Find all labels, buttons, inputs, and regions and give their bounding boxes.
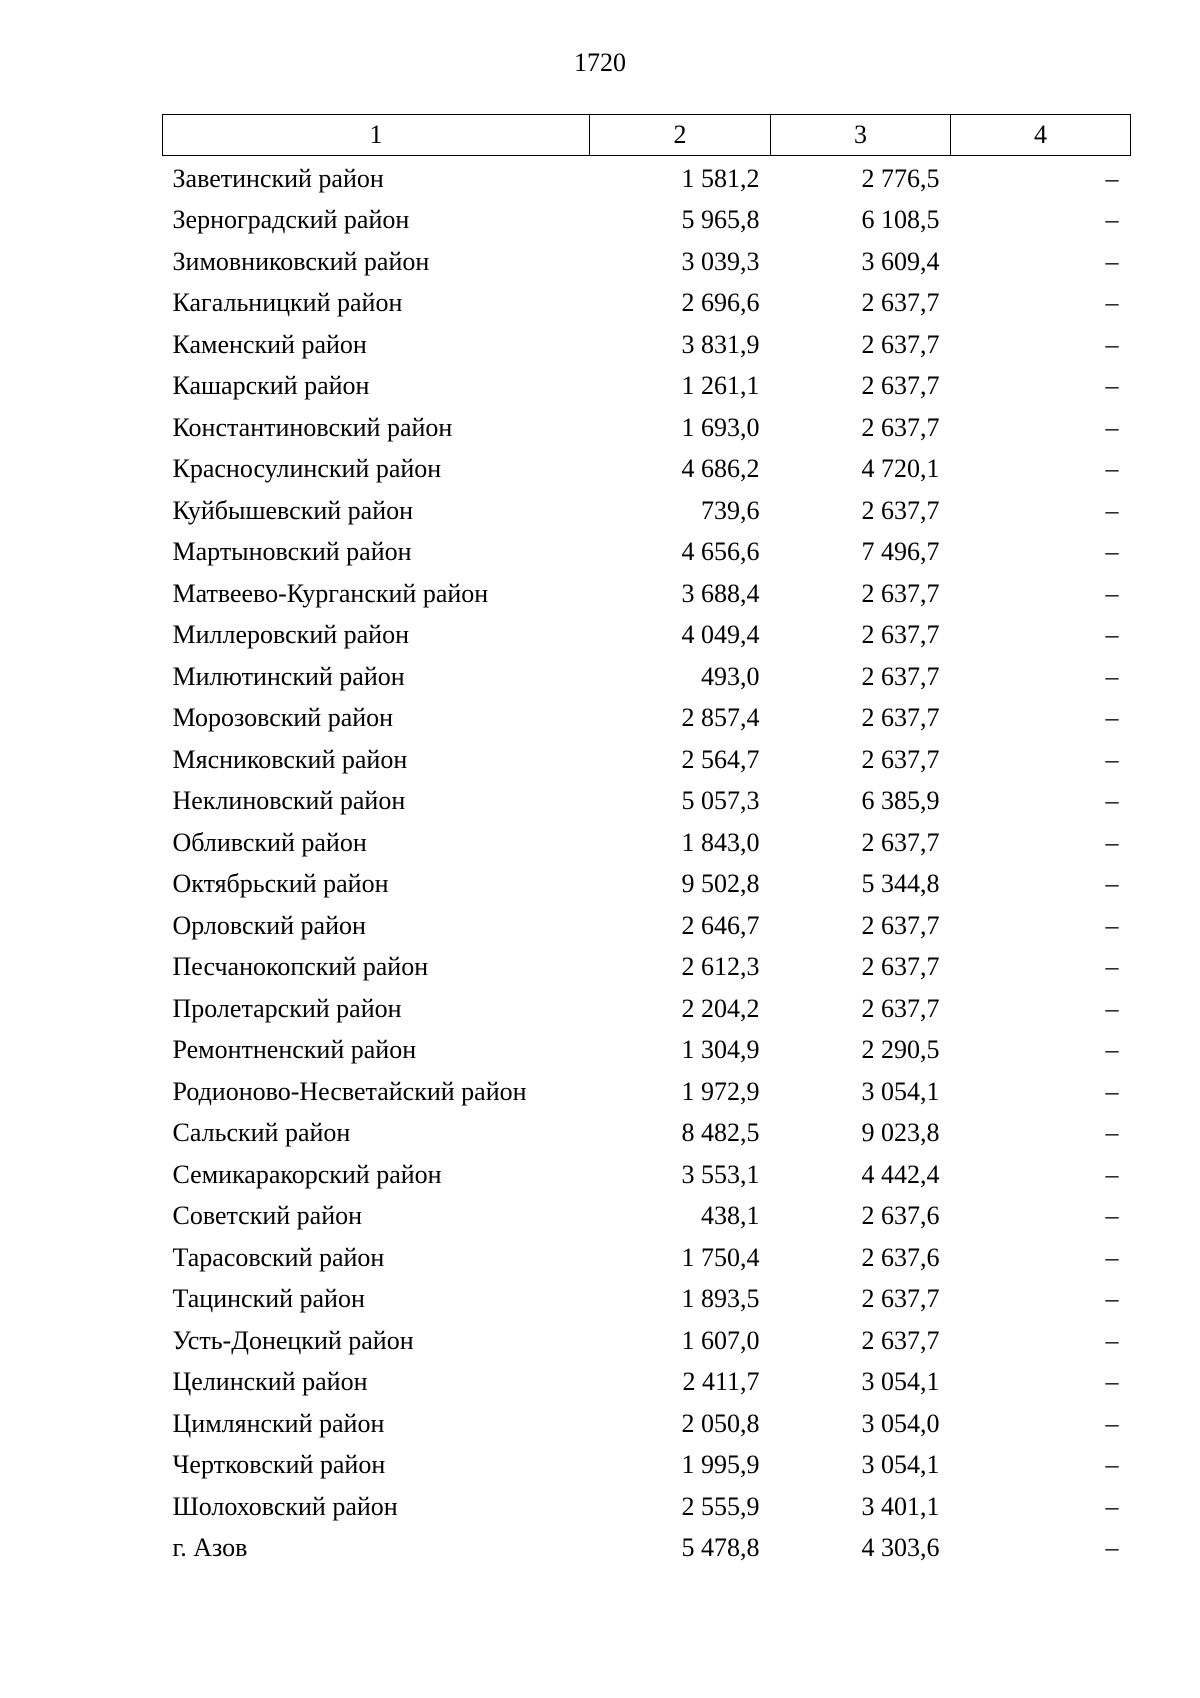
district-name-cell: Пролетарский район	[172, 993, 402, 1023]
value-col-4-cell: –	[1105, 246, 1119, 276]
value-col-2-cell: 1 972,9	[681, 1076, 760, 1106]
value-col-4-cell: –	[1105, 412, 1119, 442]
table-row	[163, 324, 1131, 366]
district-name-cell: Усть-Донецкий район	[172, 1325, 414, 1355]
table-header	[163, 115, 1131, 156]
value-col-4-cell: –	[1105, 1201, 1119, 1231]
table-row	[163, 1528, 1131, 1570]
value-col-2-cell: 5 057,3	[681, 786, 760, 816]
value-col-3-cell: 2 637,6	[861, 1242, 940, 1272]
value-col-3-cell: 9 023,8	[861, 1118, 940, 1148]
value-col-3-cell: 2 290,5	[861, 1035, 940, 1065]
table-row	[163, 739, 1131, 781]
district-name-cell: Константиновский район	[172, 412, 453, 442]
table-row	[163, 905, 1131, 947]
district-name-cell: Советский район	[172, 1201, 363, 1231]
value-col-2-cell: 3 039,3	[681, 246, 760, 276]
table-row	[163, 656, 1131, 698]
value-col-2-cell: 2 411,7	[682, 1367, 760, 1397]
table-row	[163, 1154, 1131, 1196]
value-col-3-cell: 2 637,7	[861, 371, 940, 401]
value-col-3-cell: 3 054,1	[861, 1076, 940, 1106]
value-col-3-cell: 2 637,7	[861, 1284, 940, 1314]
table-row	[163, 1486, 1131, 1528]
value-col-4-cell: –	[1105, 1450, 1119, 1480]
value-col-4-cell: –	[1105, 1533, 1119, 1563]
district-name-cell: Целинский район	[172, 1367, 368, 1397]
value-col-2-cell: 1 995,9	[681, 1450, 760, 1480]
table-row	[163, 241, 1131, 283]
value-col-4-cell: –	[1105, 329, 1119, 359]
value-col-4-cell: –	[1105, 163, 1119, 193]
district-name-cell: Сальский район	[172, 1118, 351, 1148]
value-col-4-cell: –	[1105, 910, 1119, 940]
value-col-2-cell: 438,1	[701, 1201, 760, 1231]
district-name-cell: Милютинский район	[172, 661, 405, 691]
district-name-cell: Тарасовский район	[172, 1242, 385, 1272]
table-row	[163, 1279, 1131, 1321]
table-row	[163, 490, 1131, 532]
value-col-3-cell: 2 637,7	[861, 1325, 940, 1355]
value-col-3-cell: 2 637,7	[861, 827, 940, 857]
value-col-4-cell: –	[1105, 537, 1119, 567]
table-row	[163, 1445, 1131, 1487]
district-name-cell: Куйбышевский район	[172, 495, 414, 525]
value-col-4-cell: –	[1105, 495, 1119, 525]
header-col-3: 3	[771, 115, 951, 156]
header-row	[163, 115, 1131, 156]
table-row	[163, 864, 1131, 906]
table-row	[163, 1362, 1131, 1404]
value-col-4-cell: –	[1105, 371, 1119, 401]
district-name-cell: Мартыновский район	[172, 537, 412, 567]
value-col-3-cell: 3 054,1	[861, 1450, 940, 1480]
value-col-4-cell: –	[1105, 1325, 1119, 1355]
district-name-cell: Тацинский район	[172, 1284, 365, 1314]
value-col-3-cell: 3 054,1	[861, 1367, 940, 1397]
value-col-4-cell: –	[1105, 1408, 1119, 1438]
value-col-3-cell: 3 054,0	[861, 1408, 940, 1438]
value-col-4-cell: –	[1105, 454, 1119, 484]
value-col-3-cell: 4 720,1	[861, 454, 940, 484]
value-col-2-cell: 1 581,2	[681, 163, 760, 193]
value-col-3-cell: 2 776,5	[861, 163, 940, 193]
district-name-cell: Шолоховский район	[172, 1491, 398, 1521]
value-col-3-cell: 2 637,7	[861, 578, 940, 608]
value-col-3-cell: 2 637,7	[861, 744, 940, 774]
value-col-4-cell: –	[1105, 703, 1119, 733]
value-col-3-cell: 7 496,7	[861, 537, 940, 567]
table-row	[163, 156, 1131, 200]
value-col-3-cell: 4 442,4	[861, 1159, 940, 1189]
value-col-3-cell: 2 637,7	[861, 329, 940, 359]
value-col-3-cell: 5 344,8	[861, 869, 940, 899]
district-name-cell: Орловский район	[172, 910, 366, 940]
table-body	[163, 156, 1131, 1570]
district-name-cell: Песчанокопский район	[172, 952, 429, 982]
district-name-cell: Миллеровский район	[172, 620, 410, 650]
district-name-cell: Зимовниковский район	[172, 246, 430, 276]
table-row	[163, 1320, 1131, 1362]
district-name-cell: Неклиновский район	[172, 786, 406, 816]
table-row	[163, 947, 1131, 989]
district-name-cell: г. Азов	[172, 1533, 248, 1563]
table-row	[163, 615, 1131, 657]
value-col-3-cell: 2 637,7	[861, 661, 940, 691]
table-row	[163, 532, 1131, 574]
table-row	[163, 449, 1131, 491]
table-row	[163, 781, 1131, 823]
header-col-1: 1	[163, 115, 590, 156]
value-col-4-cell: –	[1105, 744, 1119, 774]
value-col-2-cell: 2 612,3	[681, 952, 760, 982]
value-col-2-cell: 5 965,8	[681, 205, 760, 235]
value-col-3-cell: 2 637,6	[861, 1201, 940, 1231]
district-name-cell: Каменский район	[172, 329, 367, 359]
value-col-4-cell: –	[1105, 869, 1119, 899]
value-col-2-cell: 3 688,4	[681, 578, 760, 608]
value-col-4-cell: –	[1105, 1367, 1119, 1397]
table-row	[163, 283, 1131, 325]
value-col-2-cell: 1 893,5	[681, 1284, 760, 1314]
data-table	[162, 114, 1131, 1569]
value-col-4-cell: –	[1105, 288, 1119, 318]
value-col-2-cell: 1 607,0	[681, 1325, 760, 1355]
value-col-2-cell: 2 050,8	[681, 1408, 760, 1438]
value-col-3-cell: 2 637,7	[861, 703, 940, 733]
district-name-cell: Цимлянский район	[172, 1408, 385, 1438]
value-col-4-cell: –	[1105, 1118, 1119, 1148]
table-row	[163, 1237, 1131, 1279]
value-col-2-cell: 9 502,8	[681, 869, 760, 899]
value-col-3-cell: 4 303,6	[861, 1533, 940, 1563]
table-row	[163, 822, 1131, 864]
value-col-4-cell: –	[1105, 993, 1119, 1023]
value-col-4-cell: –	[1105, 952, 1119, 982]
value-col-2-cell: 493,0	[701, 661, 760, 691]
value-col-3-cell: 2 637,7	[861, 910, 940, 940]
district-name-cell: Мясниковский район	[172, 744, 408, 774]
value-col-4-cell: –	[1105, 205, 1119, 235]
value-col-2-cell: 2 646,7	[681, 910, 760, 940]
page-number: 1720	[574, 48, 626, 77]
table-row	[163, 1403, 1131, 1445]
table-row	[163, 1071, 1131, 1113]
value-col-2-cell: 3 831,9	[681, 329, 760, 359]
value-col-3-cell: 2 637,7	[861, 288, 940, 318]
table-row	[163, 1196, 1131, 1238]
table-row	[163, 1030, 1131, 1072]
value-col-4-cell: –	[1105, 1242, 1119, 1272]
value-col-3-cell: 2 637,7	[861, 620, 940, 650]
district-name-cell: Морозовский район	[172, 703, 394, 733]
table-row	[163, 698, 1131, 740]
value-col-4-cell: –	[1105, 578, 1119, 608]
header-col-2: 2	[590, 115, 771, 156]
value-col-2-cell: 4 686,2	[681, 454, 760, 484]
value-col-4-cell: –	[1105, 786, 1119, 816]
district-name-cell: Семикаракорский район	[172, 1159, 442, 1189]
value-col-4-cell: –	[1105, 1159, 1119, 1189]
value-col-2-cell: 1 304,9	[681, 1035, 760, 1065]
table-row	[163, 1113, 1131, 1155]
value-col-2-cell: 739,6	[701, 495, 760, 525]
value-col-3-cell: 2 637,7	[861, 993, 940, 1023]
district-name-cell: Чертковский район	[172, 1450, 386, 1480]
value-col-4-cell: –	[1105, 620, 1119, 650]
table-row	[163, 366, 1131, 408]
value-col-4-cell: –	[1105, 661, 1119, 691]
table-row	[163, 573, 1131, 615]
value-col-4-cell: –	[1105, 1491, 1119, 1521]
district-name-cell: Обливский район	[172, 827, 367, 857]
district-name-cell: Ремонтненский район	[172, 1035, 417, 1065]
district-name-cell: Кашарский район	[172, 371, 370, 401]
table-row	[163, 200, 1131, 242]
district-name-cell: Октябрьский район	[172, 869, 389, 899]
value-col-3-cell: 3 401,1	[861, 1491, 940, 1521]
value-col-2-cell: 1 261,1	[681, 371, 760, 401]
value-col-4-cell: –	[1105, 1035, 1119, 1065]
value-col-2-cell: 1 750,4	[681, 1242, 760, 1272]
header-col-4: 4	[951, 115, 1131, 156]
value-col-3-cell: 2 637,7	[861, 952, 940, 982]
value-col-3-cell: 3 609,4	[861, 246, 940, 276]
value-col-3-cell: 6 108,5	[861, 205, 940, 235]
table-row	[163, 407, 1131, 449]
value-col-2-cell: 2 555,9	[681, 1491, 760, 1521]
district-name-cell: Заветинский район	[172, 163, 384, 193]
value-col-2-cell: 8 482,5	[681, 1118, 760, 1148]
district-name-cell: Кагальницкий район	[172, 288, 403, 318]
district-name-cell: Матвеево-Курганский район	[172, 578, 489, 608]
value-col-2-cell: 2 564,7	[681, 744, 760, 774]
district-name-cell: Родионово-Несветайский район	[172, 1076, 527, 1106]
table-row	[163, 988, 1131, 1030]
value-col-2-cell: 5 478,8	[681, 1533, 760, 1563]
district-name-cell: Красносулинский район	[172, 454, 442, 484]
value-col-2-cell: 2 857,4	[681, 703, 760, 733]
value-col-4-cell: –	[1105, 1284, 1119, 1314]
value-col-2-cell: 4 049,4	[681, 620, 760, 650]
value-col-4-cell: –	[1105, 827, 1119, 857]
value-col-2-cell: 2 696,6	[681, 288, 760, 318]
district-name-cell: Зерноградский район	[172, 205, 410, 235]
value-col-2-cell: 1 693,0	[681, 412, 760, 442]
value-col-2-cell: 1 843,0	[681, 827, 760, 857]
value-col-2-cell: 2 204,2	[681, 993, 760, 1023]
value-col-3-cell: 2 637,7	[861, 412, 940, 442]
value-col-2-cell: 3 553,1	[681, 1159, 760, 1189]
value-col-3-cell: 6 385,9	[861, 786, 940, 816]
value-col-3-cell: 2 637,7	[861, 495, 940, 525]
value-col-4-cell: –	[1105, 1076, 1119, 1106]
value-col-2-cell: 4 656,6	[681, 537, 760, 567]
